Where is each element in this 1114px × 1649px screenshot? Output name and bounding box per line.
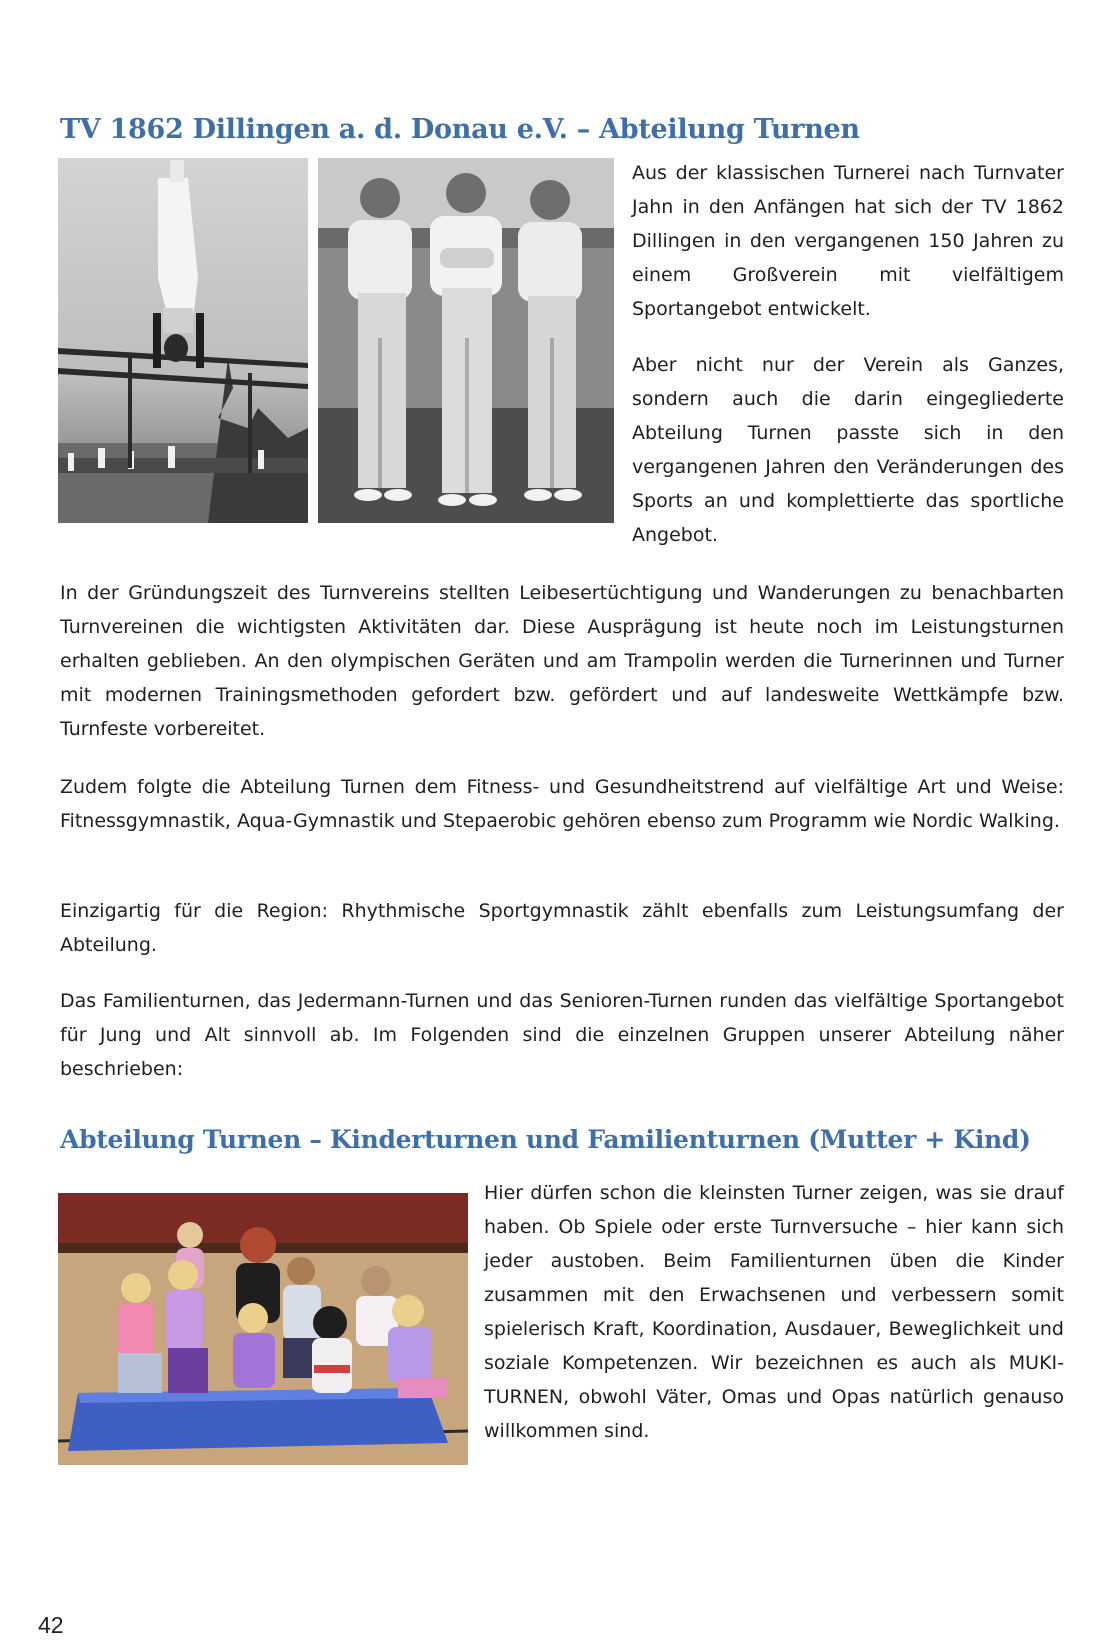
body-paragraph-1: In der Gründungszeit des Turnvereins stellten Leibesertüchtigung und Wanderungen zu benachbarten Turnvereinen die wichtigsten Aktivitäten dar. Diese Ausprägung ist heute noch im Leistungsturnen erhalten geblieben. An den olympischen Geräten und am Trampolin werden die Turnerinnen und Turner mit modernen Trainingsmethoden gefordert bzw. gefördert und auf landesweite Wettkämpfe bzw. Turnfeste vorbereitet. [60, 582, 1064, 740]
body-paragraph-2: Zudem folgte die Abteilung Turnen dem Fitness- und Gesundheitstrend auf vielfältige Art und Weise: Fitnessgymnastik, Aqua-Gymnastik und Stepaerobic gehören ebenso zum Programm wie Nordic Walking. [60, 776, 1064, 832]
page-number: 42 [38, 1612, 64, 1638]
body-paragraph-3: Einzigartig für die Region: Rhythmische Sportgymnastik zählt ebenfalls zum Leistungsumfang der Abteilung. [60, 900, 1064, 956]
photo-gymnast-parallel-bars [58, 158, 308, 523]
intro-paragraph-1: Aus der klassischen Turnerei nach Turnvater Jahn in den Anfängen hat sich der TV 1862 Dillingen in den vergangenen 150 Jahren zu einem Großverein mit vielfältigem Sportangebot entwickelt. [632, 162, 1064, 320]
section-title-turnen: TV 1862 Dillingen a. d. Donau e.V. – Abteilung Turnen [60, 114, 860, 145]
body-paragraph-4: Das Familienturnen, das Jedermann-Turnen und das Senioren-Turnen runden das vielfältige Sportangebot für Jung und Alt sinnvoll ab. Im Folgenden sind die einzelnen Gruppen unserer Abteilung näher beschrieben: [60, 990, 1064, 1080]
photo-three-gymnasts [318, 158, 614, 523]
photo-children-group [58, 1193, 468, 1465]
kinderturnen-paragraph: Hier dürfen schon die kleinsten Turner zeigen, was sie drauf haben. Ob Spiele oder erste Turnversuche – hier kann sich jeder austoben. Beim Familienturnen üben die Kinder zusammen mit den Erwachsenen und verbessern somit spielerisch Kraft, Koordination, Ausdauer, Beweglichkeit und soziale Kompetenzen. Wir bezeichnen es auch als MUKI-TURNEN, obwohl Väter, Omas und Opas natürlich genauso willkommen sind. [484, 1182, 1064, 1442]
section-title-kinderturnen: Abteilung Turnen – Kinderturnen und Familienturnen (Mutter + Kind) [60, 1125, 1031, 1154]
intro-paragraph-2: Aber nicht nur der Verein als Ganzes, sondern auch die darin eingegliederte Abteilung Turnen passte sich in den vergangenen Jahren den Veränderungen des Sports an und komplettierte das sportliche Angebot. [632, 354, 1064, 546]
